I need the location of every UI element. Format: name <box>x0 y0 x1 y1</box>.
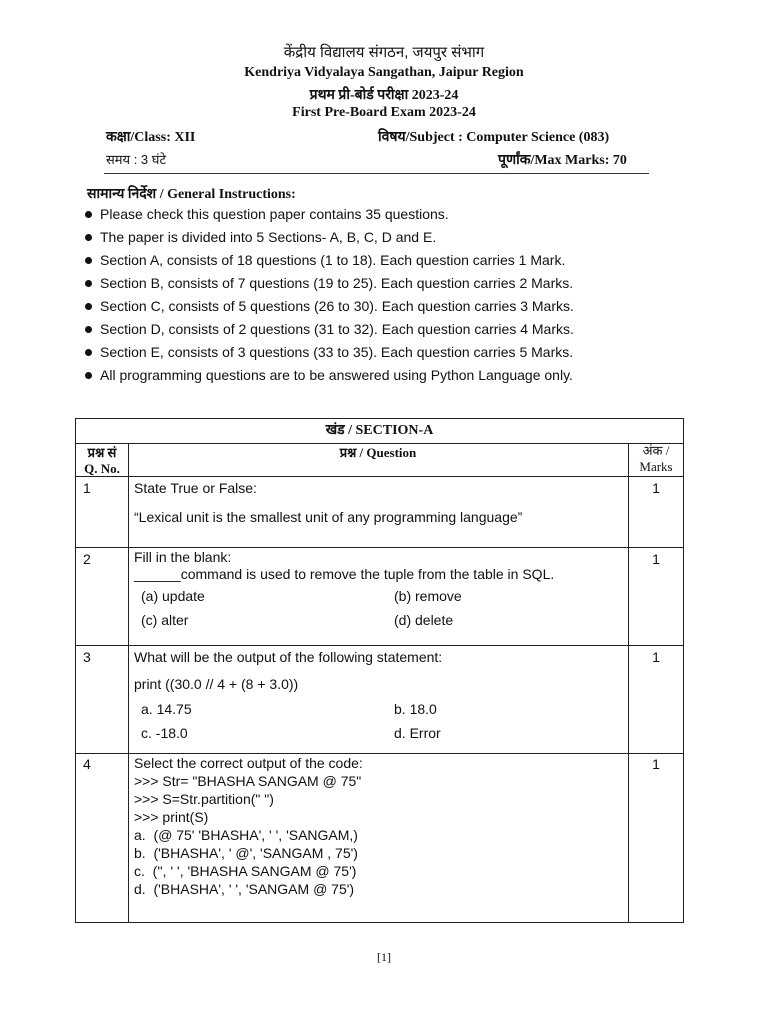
instructions-list <box>83 203 574 387</box>
question-marks: 1 <box>652 480 660 496</box>
bullet-icon <box>85 211 92 218</box>
col-divider <box>628 443 629 922</box>
option-c: c. ('', ' ', 'BHASHA SANGAM @ 75') <box>134 863 357 879</box>
code-line: >>> Str= "BHASHA SANGAM @ 75" <box>134 773 362 789</box>
option-a: a. 14.75 <box>141 701 192 717</box>
question-header: प्रश्न / Question <box>339 445 417 460</box>
bullet-icon <box>85 234 92 241</box>
option-b: b. 18.0 <box>394 701 437 717</box>
bullet-icon <box>85 326 92 333</box>
option-d: (d) delete <box>394 612 454 628</box>
qno-header: प्रश्न सं Q. No. <box>84 445 120 476</box>
code-line: >>> S=Str.partition(" ") <box>134 791 274 807</box>
instruction-item: The paper is divided into 5 Sections- A, B, C, D and E. <box>83 226 574 249</box>
row-divider <box>76 645 683 646</box>
time-label: समय : 3 घंटे <box>106 152 167 167</box>
page-number: [1] <box>377 950 391 964</box>
instruction-item: Section B, consists of 7 questions (19 to 25). Each question carries 2 Marks. <box>83 272 574 295</box>
max-marks-label: पूर्णांक/Max Marks: 70 <box>498 153 627 168</box>
instruction-item: Section A, consists of 18 questions (1 to 18). Each question carries 1 Mark. <box>83 249 574 272</box>
bullet-icon <box>85 280 92 287</box>
question-text: What will be the output of the following statement: <box>134 649 443 665</box>
section-title: खंड / SECTION-A <box>325 423 434 438</box>
subject-label: विषय/Subject : Computer Science (083) <box>378 130 610 145</box>
marks-header: अंक / Marks <box>639 443 673 474</box>
instructions-title: सामान्य निर्देश / General Instructions: <box>87 187 296 202</box>
code-line: >>> print(S) <box>134 809 209 825</box>
instruction-item: Section D, consists of 2 questions (31 to 32). Each question carries 4 Marks. <box>83 318 574 341</box>
bullet-icon <box>85 349 92 356</box>
org-name-hindi: केंद्रीय विद्यालय संगठन, जयपुर संभाग <box>283 44 485 61</box>
option-d: d. ('BHASHA', ' ', 'SANGAM @ 75') <box>134 881 355 897</box>
option-a: a. (@ 75' 'BHASHA', ' ', 'SANGAM,) <box>134 827 358 843</box>
bullet-icon <box>85 372 92 379</box>
col-divider <box>128 443 129 922</box>
org-name-english: Kendriya Vidyalaya Sangathan, Jaipur Region <box>244 65 524 80</box>
row-divider <box>76 443 683 444</box>
option-b: (b) remove <box>394 588 462 604</box>
instruction-item: Please check this question paper contains 35 questions. <box>83 203 574 226</box>
header-divider <box>104 173 649 174</box>
question-number: 1 <box>83 480 91 496</box>
option-c: (c) alter <box>141 612 189 628</box>
question-marks: 1 <box>652 649 660 665</box>
instruction-item: Section E, consists of 3 questions (33 to 35). Each question carries 5 Marks. <box>83 341 574 364</box>
instruction-item: All programming questions are to be answered using Python Language only. <box>83 364 574 387</box>
instruction-item: Section C, consists of 5 questions (26 to 30). Each question carries 3 Marks. <box>83 295 574 318</box>
question-number: 2 <box>83 551 91 567</box>
code-line: Select the correct output of the code: <box>134 755 363 771</box>
question-text: “Lexical unit is the smallest unit of any programming language” <box>134 509 523 525</box>
question-text <box>134 754 363 898</box>
question-marks: 1 <box>652 551 660 567</box>
question-number: 4 <box>83 756 91 772</box>
exam-name-english: First Pre-Board Exam 2023-24 <box>292 105 476 120</box>
section-a-table <box>75 418 684 923</box>
question-text: ______command is used to remove the tuple from the table in SQL. <box>134 566 555 582</box>
question-text: Fill in the blank: <box>134 549 232 565</box>
question-marks: 1 <box>652 756 660 772</box>
class-label: कक्षा/Class: XII <box>106 130 196 145</box>
option-b: b. ('BHASHA', ' @', 'SANGAM , 75') <box>134 845 358 861</box>
question-code: print ((30.0 // 4 + (8 + 3.0)) <box>134 676 299 692</box>
question-number: 3 <box>83 649 91 665</box>
bullet-icon <box>85 303 92 310</box>
question-text: State True or False: <box>134 480 257 496</box>
bullet-icon <box>85 257 92 264</box>
option-d: d. Error <box>394 725 441 741</box>
option-a: (a) update <box>141 588 205 604</box>
option-c: c. -18.0 <box>141 725 188 741</box>
row-divider <box>76 476 683 477</box>
exam-name-hindi: प्रथम प्री-बोर्ड परीक्षा 2023-24 <box>309 88 459 103</box>
